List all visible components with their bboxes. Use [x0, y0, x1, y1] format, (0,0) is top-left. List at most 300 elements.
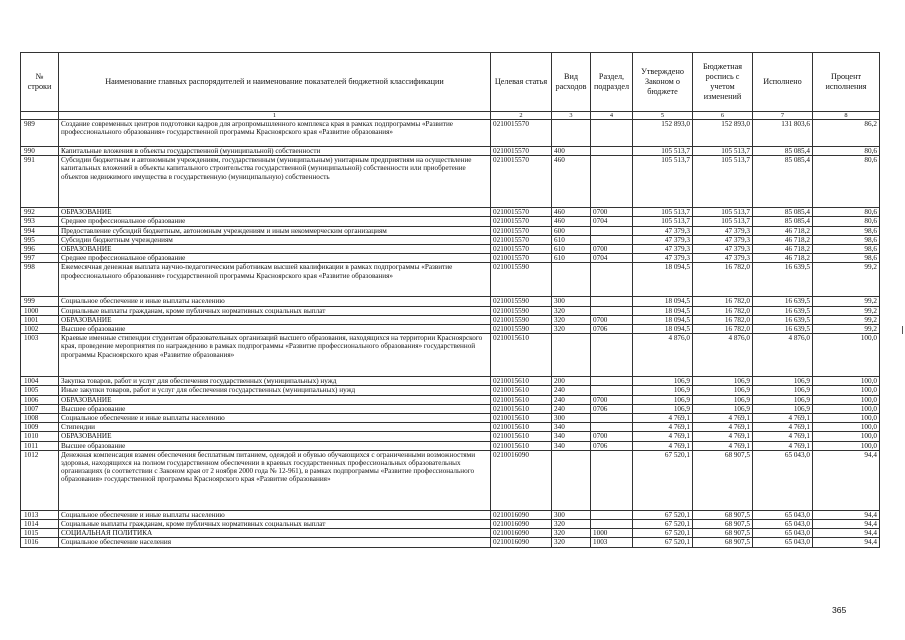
row-target-article: 0210015590 — [491, 315, 552, 324]
row-section: 0700 — [591, 395, 633, 404]
row-name: Среднее профессиональное образование — [59, 254, 491, 263]
table-row — [21, 226, 880, 235]
table-row — [21, 414, 880, 423]
row-executed: 85 085,4 — [753, 156, 813, 208]
row-section: 0706 — [591, 325, 633, 334]
row-approved: 4 769,1 — [633, 441, 693, 450]
row-number: 996 — [21, 245, 59, 254]
row-section — [591, 147, 633, 156]
row-number: 995 — [21, 235, 59, 244]
row-number: 992 — [21, 208, 59, 217]
row-percent: 94,4 — [813, 538, 880, 547]
row-budget-listing: 106,9 — [693, 386, 753, 395]
table-row — [21, 263, 880, 297]
row-target-article: 0210015610 — [491, 377, 552, 386]
row-approved: 67 520,1 — [633, 529, 693, 538]
row-executed: 106,9 — [753, 395, 813, 404]
row-name: Субсидии бюджетным и автономным учреждениям, государственным (муниципальным) унитарным предприятиям на осуществление капитальных вложений в объекты капитального строительства государственной (муниципальной) собственности или приобретение объектов недвижимого имущества в государственную (муниципальную) собственность — [59, 156, 491, 208]
row-budget-listing: 106,9 — [693, 377, 753, 386]
row-name: Социальные выплаты гражданам, кроме публичных нормативных социальных выплат — [59, 520, 491, 529]
row-approved: 106,9 — [633, 386, 693, 395]
row-number: 1015 — [21, 529, 59, 538]
table-row — [21, 529, 880, 538]
row-name: Социальное обеспечение и иные выплаты населению — [59, 510, 491, 519]
row-executed: 4 876,0 — [753, 334, 813, 377]
row-budget-listing: 47 379,3 — [693, 254, 753, 263]
row-name: Среднее профессиональное образование — [59, 217, 491, 226]
row-executed: 4 769,1 — [753, 414, 813, 423]
row-section — [591, 120, 633, 147]
table-row — [21, 147, 880, 156]
row-target-article: 0210015570 — [491, 156, 552, 208]
row-expense-type: 320 — [552, 315, 591, 324]
row-number: 1002 — [21, 325, 59, 334]
row-executed: 46 718,2 — [753, 254, 813, 263]
table-row — [21, 377, 880, 386]
table-row — [21, 441, 880, 450]
table-row — [21, 156, 880, 208]
row-expense-type: 300 — [552, 414, 591, 423]
row-percent: 80,6 — [813, 208, 880, 217]
row-section — [591, 414, 633, 423]
row-number: 1013 — [21, 510, 59, 519]
row-name: Социальные выплаты гражданам, кроме публичных нормативных социальных выплат — [59, 306, 491, 315]
row-number: 1006 — [21, 395, 59, 404]
budget-execution-sheet — [20, 52, 880, 548]
row-target-article: 0210015610 — [491, 414, 552, 423]
row-expense-type: 240 — [552, 386, 591, 395]
row-percent: 100,0 — [813, 377, 880, 386]
row-number: 1005 — [21, 386, 59, 395]
table-row — [21, 235, 880, 244]
row-number: 1004 — [21, 377, 59, 386]
row-executed: 46 718,2 — [753, 226, 813, 235]
row-budget-listing: 16 782,0 — [693, 325, 753, 334]
row-expense-type: 600 — [552, 226, 591, 235]
row-expense-type: 240 — [552, 404, 591, 413]
row-target-article: 0210016090 — [491, 529, 552, 538]
row-percent: 80,6 — [813, 156, 880, 208]
row-approved: 47 379,3 — [633, 254, 693, 263]
row-approved: 18 094,5 — [633, 263, 693, 297]
row-executed: 65 043,0 — [753, 529, 813, 538]
row-name: Ежемесячная денежная выплата научно-педагогическим работникам высшей квалификации в рамках подпрограммы «Развитие профессионального образования» государственной программы Красноярского края «Развитие образования» — [59, 263, 491, 297]
row-expense-type: 300 — [552, 510, 591, 519]
header-approved: Утверждено Законом о бюджете — [633, 53, 693, 112]
row-executed: 4 769,1 — [753, 441, 813, 450]
row-section: 0704 — [591, 217, 633, 226]
row-percent: 99,2 — [813, 325, 880, 334]
table-row — [21, 334, 880, 377]
row-budget-listing: 152 893,0 — [693, 120, 753, 147]
page-number: 365 — [832, 605, 847, 615]
row-approved: 105 513,7 — [633, 217, 693, 226]
row-section — [591, 235, 633, 244]
row-budget-listing: 47 379,3 — [693, 226, 753, 235]
row-target-article: 0210015610 — [491, 334, 552, 377]
table-row — [21, 325, 880, 334]
table-row — [21, 306, 880, 315]
row-approved: 105 513,7 — [633, 156, 693, 208]
row-budget-listing: 68 907,5 — [693, 529, 753, 538]
table-row — [21, 120, 880, 147]
row-target-article: 0210015610 — [491, 404, 552, 413]
column-number: 3 — [552, 112, 591, 120]
row-percent: 98,6 — [813, 235, 880, 244]
row-section — [591, 263, 633, 297]
row-name: Создание современных центров подготовки кадров для агропромышленного комплекса края в рамках подпрограммы «Развитие профессионального образования» государственной программы Красноярского края «Развитие образования» — [59, 120, 491, 147]
table-row — [21, 217, 880, 226]
row-number: 1011 — [21, 441, 59, 450]
row-expense-type: 340 — [552, 441, 591, 450]
row-executed: 16 639,5 — [753, 263, 813, 297]
header-row-number: № строки — [21, 53, 59, 112]
row-budget-listing: 4 769,1 — [693, 414, 753, 423]
row-target-article: 0210015610 — [491, 395, 552, 404]
row-section — [591, 520, 633, 529]
row-budget-listing: 4 876,0 — [693, 334, 753, 377]
row-approved: 67 520,1 — [633, 520, 693, 529]
row-percent: 94,4 — [813, 520, 880, 529]
row-name: Капитальные вложения в объекты государственной (муниципальной) собственности — [59, 147, 491, 156]
row-executed: 85 085,4 — [753, 147, 813, 156]
row-number: 1009 — [21, 423, 59, 432]
row-name: Высшее образование — [59, 404, 491, 413]
row-number: 1012 — [21, 450, 59, 510]
table-row — [21, 450, 880, 510]
row-percent: 100,0 — [813, 404, 880, 413]
row-percent: 98,6 — [813, 226, 880, 235]
row-section: 1000 — [591, 529, 633, 538]
row-approved: 47 379,3 — [633, 226, 693, 235]
row-expense-type: 460 — [552, 217, 591, 226]
table-row — [21, 432, 880, 441]
table-row — [21, 386, 880, 395]
row-percent: 99,2 — [813, 315, 880, 324]
row-number: 994 — [21, 226, 59, 235]
row-percent: 94,4 — [813, 510, 880, 519]
row-budget-listing: 16 782,0 — [693, 306, 753, 315]
row-expense-type: 400 — [552, 147, 591, 156]
header-expense-type: Вид расходов — [552, 53, 591, 112]
row-expense-type — [552, 450, 591, 510]
row-section: 0700 — [591, 432, 633, 441]
row-target-article: 0210015570 — [491, 254, 552, 263]
row-section — [591, 334, 633, 377]
row-expense-type: 340 — [552, 423, 591, 432]
row-name: ОБРАЗОВАНИЕ — [59, 208, 491, 217]
row-percent: 100,0 — [813, 395, 880, 404]
row-approved: 67 520,1 — [633, 538, 693, 547]
row-target-article: 0210015570 — [491, 208, 552, 217]
row-name: Стипендии — [59, 423, 491, 432]
table-row — [21, 510, 880, 519]
table-row — [21, 423, 880, 432]
row-executed: 65 043,0 — [753, 450, 813, 510]
row-approved: 18 094,5 — [633, 297, 693, 306]
column-number-row — [21, 112, 880, 120]
row-target-article: 0210015610 — [491, 423, 552, 432]
row-approved: 47 379,3 — [633, 245, 693, 254]
row-section: 1003 — [591, 538, 633, 547]
row-percent: 94,4 — [813, 529, 880, 538]
row-expense-type: 320 — [552, 538, 591, 547]
row-name: Закупка товаров, работ и услуг для обеспечения государственных (муниципальных) нужд — [59, 377, 491, 386]
row-name: Социальное обеспечение населения — [59, 538, 491, 547]
row-target-article: 0210015570 — [491, 226, 552, 235]
row-budget-listing: 105 513,7 — [693, 217, 753, 226]
row-approved: 152 893,0 — [633, 120, 693, 147]
row-percent: 100,0 — [813, 432, 880, 441]
row-executed: 16 639,5 — [753, 297, 813, 306]
row-name: Социальное обеспечение и иные выплаты населению — [59, 297, 491, 306]
row-expense-type: 200 — [552, 377, 591, 386]
row-section: 0700 — [591, 245, 633, 254]
row-target-article: 0210015590 — [491, 297, 552, 306]
row-budget-listing: 68 907,5 — [693, 520, 753, 529]
header-name: Наименование главных распорядителей и наименование показателей бюджетной классификации — [59, 53, 491, 112]
row-budget-listing: 68 907,5 — [693, 510, 753, 519]
row-target-article: 0210015610 — [491, 441, 552, 450]
column-number: 1 — [59, 112, 491, 120]
row-approved: 4 876,0 — [633, 334, 693, 377]
row-name: Предоставление субсидий бюджетным, автономным учреждениям и иным некоммерческим организациям — [59, 226, 491, 235]
column-number: 4 — [591, 112, 633, 120]
column-number: 6 — [693, 112, 753, 120]
row-percent: 100,0 — [813, 423, 880, 432]
row-executed: 65 043,0 — [753, 520, 813, 529]
budget-table — [20, 52, 880, 548]
row-section: 0700 — [591, 208, 633, 217]
row-section: 0706 — [591, 441, 633, 450]
row-expense-type: 610 — [552, 254, 591, 263]
row-budget-listing: 47 379,3 — [693, 245, 753, 254]
row-name: Субсидии бюджетным учреждениям — [59, 235, 491, 244]
row-name: ОБРАЗОВАНИЕ — [59, 395, 491, 404]
row-target-article: 0210015610 — [491, 432, 552, 441]
row-budget-listing: 4 769,1 — [693, 432, 753, 441]
row-budget-listing: 4 769,1 — [693, 441, 753, 450]
row-section — [591, 423, 633, 432]
row-percent: 80,6 — [813, 147, 880, 156]
row-expense-type: 320 — [552, 325, 591, 334]
row-name: Социальное обеспечение и иные выплаты населению — [59, 414, 491, 423]
row-section — [591, 510, 633, 519]
header-row — [21, 53, 880, 112]
row-section: 0704 — [591, 254, 633, 263]
row-number: 1001 — [21, 315, 59, 324]
row-expense-type: 320 — [552, 306, 591, 315]
table-row — [21, 297, 880, 306]
column-number — [21, 112, 59, 120]
row-expense-type — [552, 263, 591, 297]
row-approved: 4 769,1 — [633, 432, 693, 441]
row-section — [591, 306, 633, 315]
column-number: 8 — [813, 112, 880, 120]
row-executed: 46 718,2 — [753, 245, 813, 254]
row-expense-type: 460 — [552, 208, 591, 217]
row-executed: 106,9 — [753, 386, 813, 395]
row-target-article: 0210015570 — [491, 217, 552, 226]
column-number: 2 — [491, 112, 552, 120]
row-percent: 100,0 — [813, 386, 880, 395]
row-percent: 99,2 — [813, 297, 880, 306]
header-budget-listing: Бюджетная роспись с учетом изменений — [693, 53, 753, 112]
row-number: 1003 — [21, 334, 59, 377]
row-number: 1016 — [21, 538, 59, 547]
row-name: Высшее образование — [59, 325, 491, 334]
row-percent: 99,2 — [813, 306, 880, 315]
column-number: 7 — [753, 112, 813, 120]
row-section — [591, 226, 633, 235]
row-executed: 46 718,2 — [753, 235, 813, 244]
row-target-article: 0210015570 — [491, 235, 552, 244]
row-budget-listing: 68 907,5 — [693, 538, 753, 547]
row-executed: 131 803,6 — [753, 120, 813, 147]
row-expense-type: 320 — [552, 520, 591, 529]
edge-mark — [902, 326, 903, 334]
row-name: Денежная компенсация взамен обеспечения бесплатным питанием, одеждой и обувью обучающихся с ограниченными возможностями здоровья, находящихся на полном государственном обеспечении в краевых государственных профессиональных образовательных организациях (в соответствии с Законом края от 2 ноября 2000 года № 12-961), в рамках подпрограммы «Развитие профессионального образования» государственной программы Красноярского края «Развитие образования» — [59, 450, 491, 510]
row-number: 997 — [21, 254, 59, 263]
row-name: Краевые именные стипендии студентам образовательных организаций высшего образования, находящихся на территории Красноярского края, проведение мероприятия по награждению в рамках подпрограммы «Развитие профессионального образования» государственной программы Красноярского края «Развитие образования» — [59, 334, 491, 377]
row-expense-type: 320 — [552, 529, 591, 538]
row-budget-listing: 106,9 — [693, 395, 753, 404]
row-approved: 18 094,5 — [633, 325, 693, 334]
column-number: 5 — [633, 112, 693, 120]
row-percent: 100,0 — [813, 441, 880, 450]
row-section — [591, 377, 633, 386]
table-row — [21, 538, 880, 547]
row-section: 0700 — [591, 315, 633, 324]
row-approved: 47 379,3 — [633, 235, 693, 244]
table-row — [21, 404, 880, 413]
row-executed: 106,9 — [753, 377, 813, 386]
row-executed: 4 769,1 — [753, 423, 813, 432]
row-approved: 105 513,7 — [633, 147, 693, 156]
row-number: 999 — [21, 297, 59, 306]
row-budget-listing: 47 379,3 — [693, 235, 753, 244]
row-percent: 94,4 — [813, 450, 880, 510]
row-target-article: 0210015610 — [491, 386, 552, 395]
row-target-article: 0210016090 — [491, 510, 552, 519]
row-approved: 106,9 — [633, 377, 693, 386]
row-target-article: 0210015590 — [491, 325, 552, 334]
row-number: 1008 — [21, 414, 59, 423]
row-budget-listing: 16 782,0 — [693, 315, 753, 324]
row-number: 990 — [21, 147, 59, 156]
row-number: 998 — [21, 263, 59, 297]
row-percent: 98,6 — [813, 245, 880, 254]
row-executed: 65 043,0 — [753, 538, 813, 547]
row-executed: 16 639,5 — [753, 325, 813, 334]
row-target-article: 0210016090 — [491, 520, 552, 529]
row-expense-type: 240 — [552, 395, 591, 404]
row-executed: 85 085,4 — [753, 208, 813, 217]
row-percent: 86,2 — [813, 120, 880, 147]
row-budget-listing: 105 513,7 — [693, 208, 753, 217]
header-section: Раздел, подраздел — [591, 53, 633, 112]
row-number: 991 — [21, 156, 59, 208]
row-target-article: 0210016090 — [491, 450, 552, 510]
table-row — [21, 315, 880, 324]
row-number: 993 — [21, 217, 59, 226]
row-section — [591, 450, 633, 510]
row-budget-listing: 16 782,0 — [693, 297, 753, 306]
row-budget-listing: 16 782,0 — [693, 263, 753, 297]
row-approved: 4 769,1 — [633, 423, 693, 432]
row-target-article: 0210015570 — [491, 120, 552, 147]
row-name: Иные закупки товаров, работ и услуг для обеспечения государственных (муниципальных) нужд — [59, 386, 491, 395]
row-expense-type: 460 — [552, 156, 591, 208]
row-target-article: 0210016090 — [491, 538, 552, 547]
table-row — [21, 254, 880, 263]
row-section — [591, 156, 633, 208]
row-section — [591, 386, 633, 395]
row-executed: 4 769,1 — [753, 432, 813, 441]
row-number: 1000 — [21, 306, 59, 315]
table-row — [21, 245, 880, 254]
row-name: ОБРАЗОВАНИЕ — [59, 432, 491, 441]
row-budget-listing: 4 769,1 — [693, 423, 753, 432]
table-body — [21, 112, 880, 548]
row-section: 0706 — [591, 404, 633, 413]
row-number: 1007 — [21, 404, 59, 413]
row-target-article: 0210015570 — [491, 147, 552, 156]
row-expense-type — [552, 120, 591, 147]
row-approved: 105 513,7 — [633, 208, 693, 217]
row-name: ОБРАЗОВАНИЕ — [59, 315, 491, 324]
row-percent: 99,2 — [813, 263, 880, 297]
row-section — [591, 297, 633, 306]
row-expense-type: 610 — [552, 245, 591, 254]
row-percent: 100,0 — [813, 334, 880, 377]
table-row — [21, 520, 880, 529]
row-name: ОБРАЗОВАНИЕ — [59, 245, 491, 254]
row-number: 1010 — [21, 432, 59, 441]
row-approved: 106,9 — [633, 404, 693, 413]
row-target-article: 0210015590 — [491, 263, 552, 297]
row-executed: 16 639,5 — [753, 315, 813, 324]
row-executed: 65 043,0 — [753, 510, 813, 519]
row-approved: 18 094,5 — [633, 306, 693, 315]
row-expense-type: 340 — [552, 432, 591, 441]
row-approved: 67 520,1 — [633, 510, 693, 519]
row-number: 1014 — [21, 520, 59, 529]
row-budget-listing: 105 513,7 — [693, 147, 753, 156]
row-expense-type — [552, 334, 591, 377]
row-name: СОЦИАЛЬНАЯ ПОЛИТИКА — [59, 529, 491, 538]
row-budget-listing: 105 513,7 — [693, 156, 753, 208]
row-budget-listing: 68 907,5 — [693, 450, 753, 510]
row-expense-type: 300 — [552, 297, 591, 306]
row-expense-type: 610 — [552, 235, 591, 244]
row-percent: 80,6 — [813, 217, 880, 226]
row-executed: 16 639,5 — [753, 306, 813, 315]
table-row — [21, 395, 880, 404]
row-executed: 106,9 — [753, 404, 813, 413]
row-percent: 98,6 — [813, 254, 880, 263]
header-percent: Процент исполнения — [813, 53, 880, 112]
row-name: Высшее образование — [59, 441, 491, 450]
table-row — [21, 208, 880, 217]
row-executed: 85 085,4 — [753, 217, 813, 226]
row-approved: 67 520,1 — [633, 450, 693, 510]
header-target-article: Целевая статья — [491, 53, 552, 112]
row-number: 989 — [21, 120, 59, 147]
row-target-article: 0210015590 — [491, 306, 552, 315]
row-percent: 100,0 — [813, 414, 880, 423]
header-executed: Исполнено — [753, 53, 813, 112]
